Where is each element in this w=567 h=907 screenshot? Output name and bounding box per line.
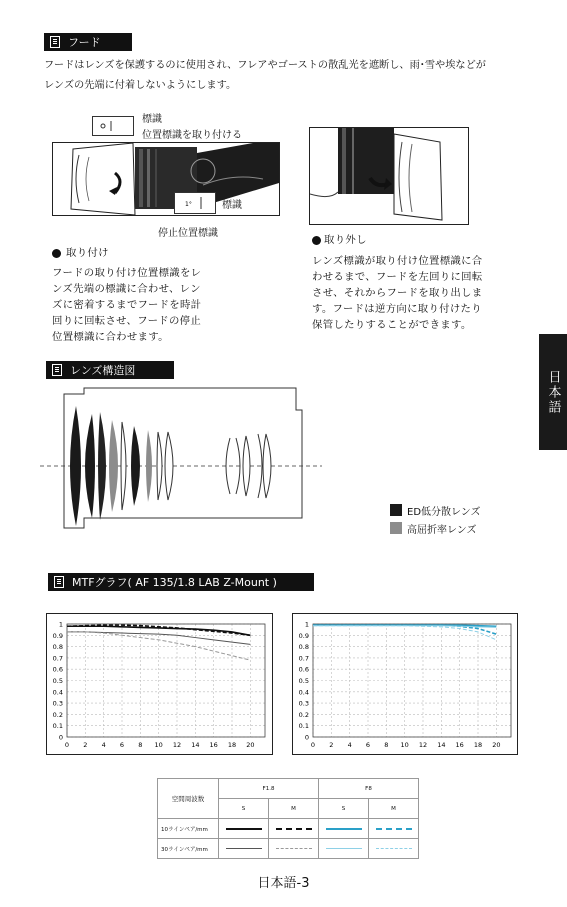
remove-line: レンズ標識が取り付け位置標識に合 [312,255,483,267]
label-attach-position-mark: 位置標識を取り付ける [142,130,242,141]
manual-icon [52,364,62,376]
legend-line-f18-s-10 [219,819,269,839]
legend-header-f18: F1.8 [219,779,319,799]
hood-intro-line-1: フードはレンズを保護するのに使用され、フレアやゴーストの散乱光を遮断し、雨･雪や埃などが [44,60,486,71]
x-tick-label: 6 [365,741,371,749]
mtf-chart-f18-frame [46,613,273,755]
bullet-icon [52,249,61,258]
y-tick-label: 0.1 [52,722,63,731]
attach-line: ズに密着するまでフードを時計 [52,299,202,311]
section-header-mtf [48,573,314,591]
y-tick-label: 0.2 [298,710,309,719]
remove-title [312,232,367,248]
x-tick-label: 10 [154,741,163,749]
y-tick-label: 0.7 [298,654,309,663]
y-tick-label: 0.4 [298,688,309,697]
legend-line-f18-m-30 [269,839,319,859]
legend-line-f8-m-30 [369,839,419,859]
legend-m-f18: M [269,799,319,819]
y-tick-label: 0.5 [298,677,309,685]
x-tick-label: 4 [101,741,106,749]
legend-ed-swatch [390,504,402,516]
y-tick-label: 0.3 [52,699,63,708]
x-tick-label: 10 [400,741,409,749]
y-tick-label: 1 [58,620,63,629]
remove-title-text: 取り外し [324,234,367,246]
x-tick-label: 14 [437,741,446,749]
attach-line: フードの取り付け位置標識をレ [52,267,202,279]
section-header-hood [44,33,132,51]
section-title-hood: フード [68,36,101,49]
hood-intro [44,58,534,94]
remove-line: す。フードは逆方向に取り付けたり [312,303,482,315]
bullet-icon [312,236,321,245]
label-stop-position-mark: 停止位置標識 [158,228,218,239]
attach-line: ンズ先端の標識に合わせ、レン [52,283,201,295]
x-tick-label: 16 [209,741,218,749]
x-tick-label: 4 [347,741,352,749]
mtf-chart-f8 [293,614,517,754]
y-tick-label: 0.8 [52,643,63,652]
y-tick-label: 0.7 [52,654,63,663]
mtf-chart-f18 [47,614,272,754]
section-header-construction [46,361,174,379]
x-tick-label: 14 [191,741,200,749]
remove-line: させ、それからフードを取り出しま [312,287,483,299]
x-tick-label: 16 [455,741,464,749]
y-tick-label: 0 [304,733,309,742]
y-tick-label: 0.6 [52,665,63,674]
legend-row-30lp: 30ラインペア/mm [158,839,219,859]
legend-header-f8: F8 [319,779,419,799]
manual-icon [54,576,64,588]
y-tick-label: 0.6 [298,665,309,674]
y-tick-label: 0.5 [52,677,63,685]
legend-s-f18: S [219,799,269,819]
page-footer: 日本語-3 [257,876,310,891]
y-tick-label: 0.2 [52,710,63,719]
label-mark: 標識 [142,114,162,125]
svg-text:1°: 1° [185,201,192,208]
x-tick-label: 6 [119,741,125,749]
series-line-2 [67,632,250,644]
y-tick-label: 0.9 [298,631,309,640]
legend-line-f18-m-10 [269,819,319,839]
hood-intro-line-2: レンズの先端に付着しないようにします。 [44,80,237,91]
legend-hr-label: 高屈折率レンズ [407,525,477,536]
remove-instructions [312,253,512,333]
x-tick-label: 20 [246,741,255,749]
legend-line-f8-s-30 [319,839,369,859]
y-tick-label: 0.3 [298,699,309,708]
attach-instructions [52,265,237,345]
legend-line-f8-m-10 [369,819,419,839]
legend-header-frequency: 空間周波数 [158,779,219,819]
legend-ed-label: ED低分散レンズ [407,507,481,518]
remove-line: わせるまで、フードを左回りに回転 [312,271,483,283]
y-tick-label: 0 [58,733,63,742]
hood-remove-photo [309,127,469,225]
attach-title-text: 取り付け [66,247,109,259]
hood-remove-illustration [310,128,468,224]
x-tick-label: 2 [83,741,88,749]
y-tick-label: 1 [304,620,309,629]
y-tick-label: 0.8 [298,643,309,652]
hood-attach-illustration [53,143,279,215]
x-tick-label: 18 [473,741,483,749]
x-tick-label: 20 [492,741,501,749]
x-tick-label: 8 [138,741,143,749]
attach-title [52,245,109,261]
y-tick-label: 0.4 [52,688,63,697]
section-title-mtf: MTFグラフ( AF 135/1.8 LAB Z-Mount ) [72,576,277,589]
x-tick-label: 8 [384,741,389,749]
hood-attach-photo [52,142,280,216]
legend-s-f8: S [319,799,369,819]
x-tick-label: 18 [227,741,237,749]
attach-line: 回りに回転させ、フードの停止 [52,315,202,327]
x-tick-label: 0 [310,741,316,749]
legend-line-f8-s-10 [319,819,369,839]
y-tick-label: 0.9 [52,631,63,640]
stop-mark-callout-box [174,192,216,214]
mtf-legend-table [157,778,419,859]
legend-m-f8: M [369,799,419,819]
manual-icon [50,36,60,48]
x-tick-label: 12 [172,741,182,749]
mtf-chart-f8-frame [292,613,518,755]
x-tick-label: 2 [329,741,334,749]
language-side-tab: 日本語 [539,334,567,450]
legend-row-10lp: 10ラインペア/mm [158,819,219,839]
legend-hr-swatch [390,522,402,534]
x-tick-label: 0 [64,741,70,749]
section-title-construction: レンズ構造図 [70,364,136,377]
remove-line: 保管したりすることができます。 [312,319,472,331]
lens-construction-diagram [40,386,330,536]
attach-line: 位置標識に合わせます。 [52,331,169,343]
legend-line-f18-s-30 [219,839,269,859]
label-mark-2: 標識 [222,200,242,211]
x-tick-label: 12 [418,741,428,749]
y-tick-label: 0.1 [298,722,309,731]
mark-callout-box [92,116,134,136]
